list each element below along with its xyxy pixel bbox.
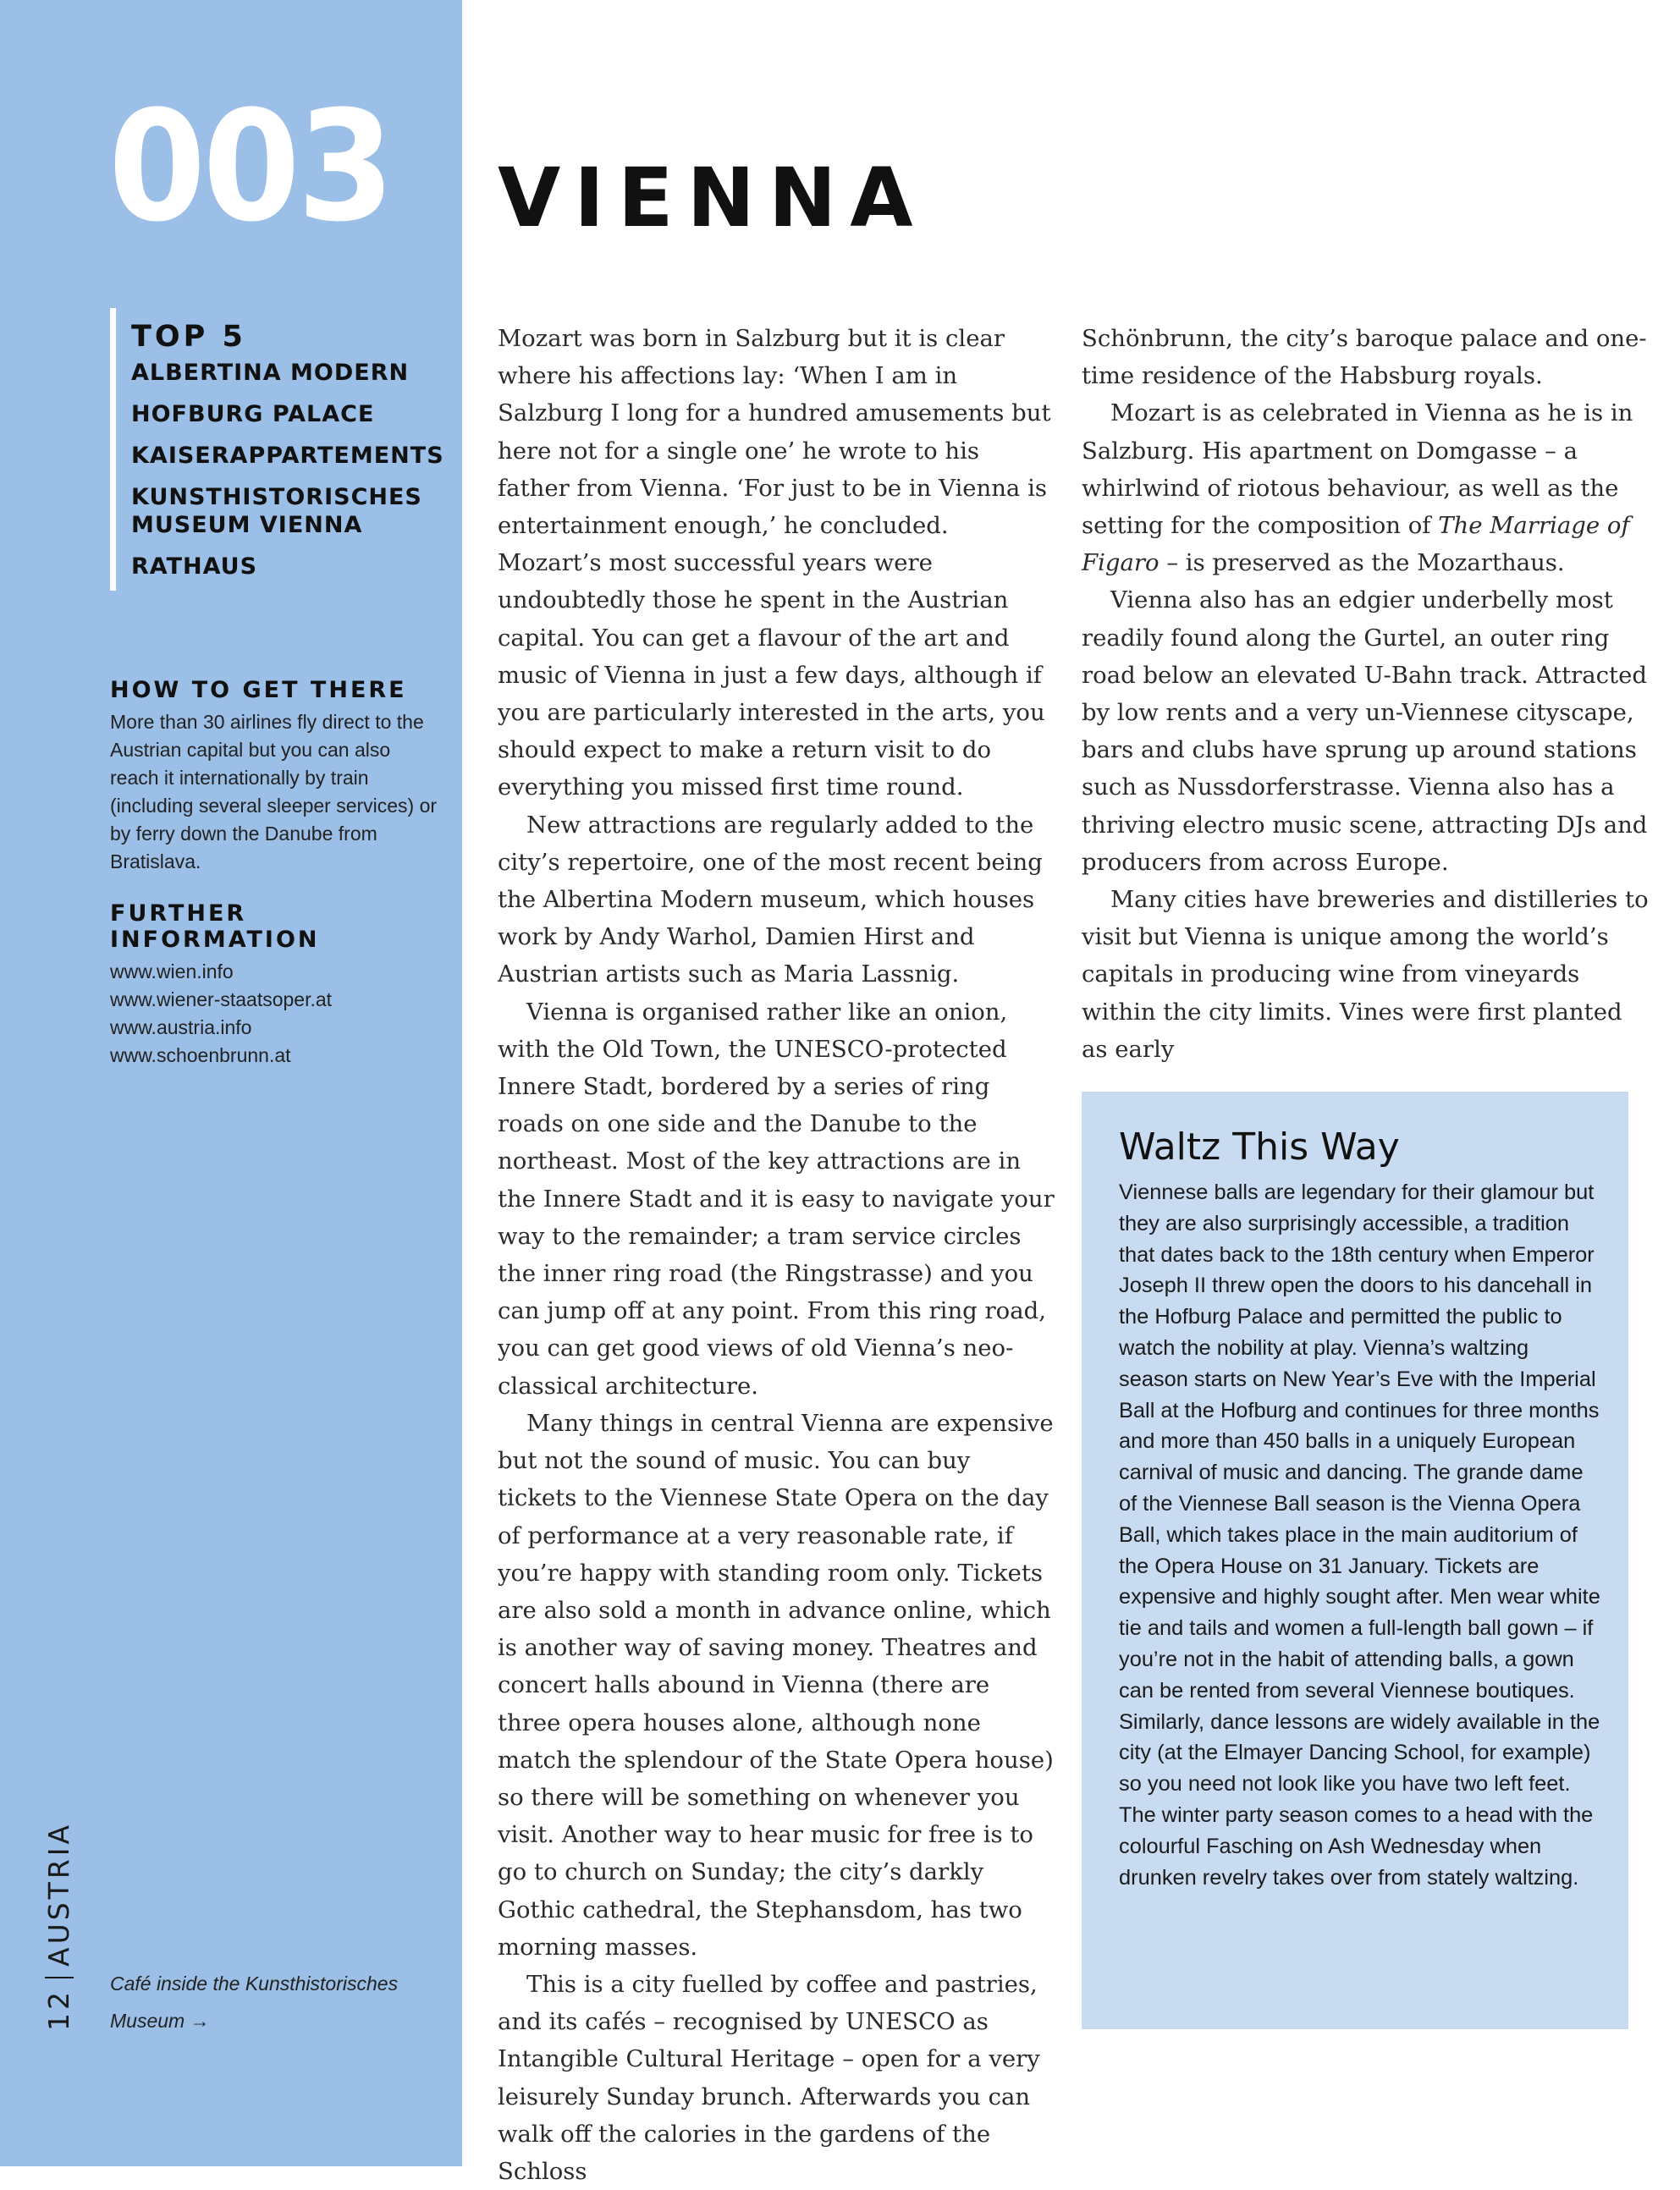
photo-caption bbox=[110, 1965, 449, 2039]
boxout-title: Waltz This Way bbox=[1119, 1125, 1400, 1169]
top5-item: RATHAUS bbox=[131, 553, 258, 580]
article-paragraph: Vienna also has an edgier underbelly most readily found along the Gurtel, an outer ring road below an elevated U-Bahn track. Attracted by low rents and a very un-Viennese cityscape, bars and clubs have sprung up around stations such as Nussdorferstrasse. Vienna also has a thriving electro music scene, attracting DJs and producers from across Europe. bbox=[1082, 586, 1648, 876]
footer-divider bbox=[45, 1977, 74, 1978]
article-paragraph bbox=[1082, 394, 1650, 581]
further-link[interactable]: www.wien.info bbox=[110, 960, 234, 982]
work-title: The Marriage of Figaro bbox=[1082, 512, 1630, 577]
article-paragraph: Schönbrunn, the city’s baroque palace and one-time residence of the Habsburg royals. bbox=[1082, 325, 1647, 390]
top5-item: KUNSTHISTORISCHES MUSEUM VIENNA bbox=[131, 484, 422, 538]
article-column-left bbox=[498, 320, 1056, 2190]
paragraph-text: Mozart is as celebrated in Vienna as he is in Salzburg. His apartment on Domgasse – a whirlwind of riotous behaviour, as well as the setting for the composition of bbox=[1082, 399, 1633, 540]
further-link[interactable]: www.austria.info bbox=[110, 1016, 252, 1038]
further-links bbox=[110, 958, 440, 1070]
top5-item: ALBERTINA MODERN bbox=[131, 360, 410, 386]
top5-item: KAISERAPPARTEMENTS bbox=[131, 443, 444, 469]
how-to-get-there bbox=[110, 677, 440, 876]
page-number: 12 bbox=[42, 1989, 75, 2031]
further-link[interactable]: www.wiener-staatsoper.at bbox=[110, 988, 333, 1010]
sidebar bbox=[0, 0, 462, 2166]
paragraph-text: – is preserved as the Mozarthaus. bbox=[1159, 549, 1565, 577]
page-title: VIENNA bbox=[498, 151, 927, 245]
top5-box bbox=[110, 308, 453, 591]
further-information bbox=[110, 900, 440, 1070]
boxout-text: Viennese balls are legendary for their glamour but they are also surprisingly accessible, a tradition that dates back to the 18th century when Emperor Joseph II threw open the doors to his dancehall in the Hofburg Palace and permitted the public to watch the nobility at play. Vienna’s waltzing season starts on New Year’s Eve with the Imperial Ball at the Hofburg and continues for three months and more than 450 balls in a uniquely European carnival of music and dancing. The grande dame of the Viennese Ball season is the Vienna Opera Ball, which takes place in the main auditorium of the Opera House on 31 January. Tickets are expensive and highly sought after. Men wear white tie and tails and women a full-length ball gown – if you’re not in the habit of attending balls, a gown can be rented from several Viennese boutiques. Similarly, dance lessons are widely available in the city (at the Elmayer Dancing School, for example) so you need not look like you have two left feet. The winter party season comes to a head with the colourful Fasching on Ash Wednesday when drunken revelry takes over from stately waltzing. bbox=[1119, 1180, 1600, 1890]
article-paragraph: This is a city fuelled by coffee and pastries, and its cafés – recognised by UNESCO as Intangible Cultural Heritage – open for a very leisurely Sunday brunch. Afterwards you can walk off the calories in the gardens of the Schloss bbox=[498, 1970, 1040, 2185]
boxout-panel bbox=[1082, 1092, 1628, 2029]
top5-heading: TOP 5 bbox=[131, 320, 246, 354]
article-paragraph: Vienna is organised rather like an onion, with the Old Town, the UNESCO-protected Innere Stadt, bordered by a series of ring roads on one side and the Danube to the northeast. Most of the key attractions are in the Innere Stadt and it is easy to navigate your way to the remainder; a tram service circles the inner ring road (the Ringstrasse) and you can jump off at any point. From this ring road, you can get good views of old Vienna’s neo-classical architecture. bbox=[498, 998, 1055, 1400]
article-paragraph: New attractions are regularly added to the city’s repertoire, one of the most recent being the Albertina Modern museum, which houses work by Andy Warhol, Damien Hirst and Austrian artists such as Maria Lassnig. bbox=[498, 811, 1043, 988]
how-heading: HOW TO GET THERE bbox=[110, 677, 407, 703]
top5-list bbox=[131, 359, 453, 591]
article-column-right bbox=[1082, 320, 1650, 1068]
article-paragraph: Many things in central Vienna are expensive but not the sound of music. You can buy tickets to the Viennese State Opera on the day of performance at a very reasonable rate, if you’re happy with standing room only. Tickets are also sold a month in advance online, which is another way of saving money. Theatres and concert halls abound in Vienna (there are three opera houses alone, although none match the splendour of the State Opera house) so there will be something on whenever you visit. Another way to hear music for free is to go to church on Sunday; the city’s darkly Gothic cathedral, the Stephansdom, has two morning masses. bbox=[498, 1409, 1054, 1961]
article-paragraph: Mozart was born in Salzburg but it is clear where his affections lay: ‘When I am in Salzburg I long for a hundred amusements but here not for a single one’ he wrote to his father from Vienna. ‘For just to be in Vienna is entertainment enough,’ he concluded. Mozart’s most successful years were undoubtedly those he spent in the Austrian capital. You can get a flavour of the art and music of Vienna in just a few days, although if you are particularly interested in the arts, you should expect to make a return visit to do everything you missed first time round. bbox=[498, 325, 1051, 801]
further-link[interactable]: www.schoenbrunn.at bbox=[110, 1044, 291, 1066]
page-footer-tab bbox=[42, 1822, 75, 2031]
section-label: AUSTRIA bbox=[42, 1821, 75, 1967]
chapter-number: 003 bbox=[108, 79, 392, 256]
arrow-right-icon: → bbox=[190, 2010, 210, 2032]
further-heading: FURTHER INFORMATION bbox=[110, 900, 320, 953]
caption-text: Café inside the Kunsthistorisches Museum bbox=[110, 1973, 399, 2032]
how-text: More than 30 airlines fly direct to the Austrian capital but you can also reach it internationally by train (including several sleeper services) or by ferry down the Danube from Bratislava. bbox=[110, 711, 438, 872]
article-paragraph: Many cities have breweries and distilleries to visit but Vienna is unique among the world’s capitals in producing wine from vineyards within the city limits. Vines were first planted as early bbox=[1082, 886, 1649, 1063]
top5-item: HOFBURG PALACE bbox=[131, 401, 375, 427]
